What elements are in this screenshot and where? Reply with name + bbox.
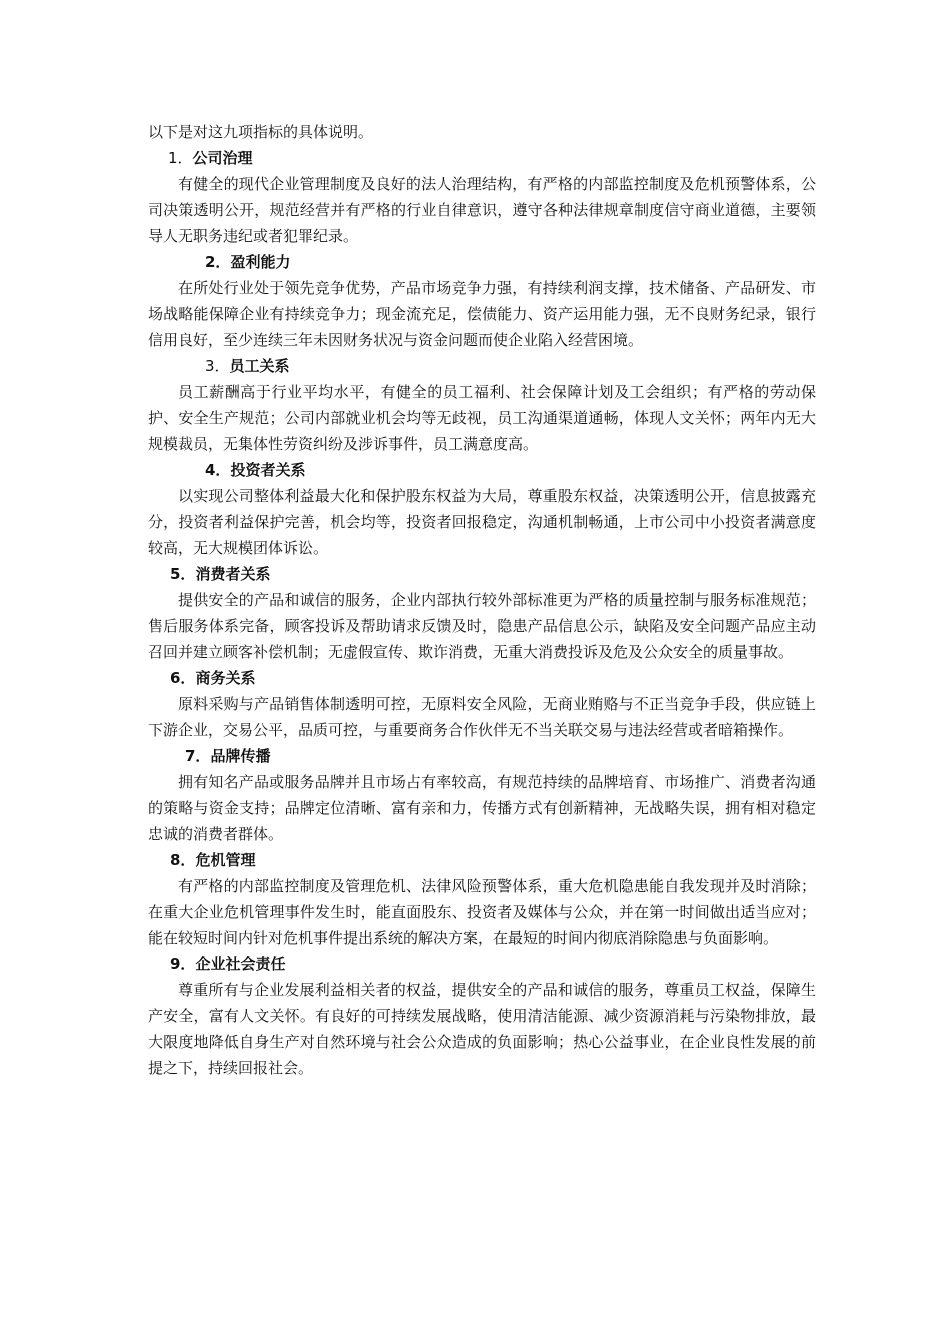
section-business-relations (148, 665, 816, 743)
section-heading (148, 249, 816, 275)
section-number: 6． (170, 669, 196, 687)
section-investor-relations (148, 457, 816, 561)
section-title: 员工关系 (229, 357, 290, 375)
section-body: 拥有知名产品或服务品牌并且市场占有率较高，有规范持续的品牌培育、市场推广、消费者沟通的策略与资金支持；品牌定位清晰、富有亲和力，传播方式有创新精神，无战略失误，拥有相对稳定忠诚的消费者群体。 (148, 773, 816, 843)
section-body: 原料采购与产品销售体制透明可控，无原料安全风险，无商业贿赂与不正当竞争手段，供应链上下游企业，交易公平，品质可控，与重要商务合作伙伴无不当关联交易与违法经营或者暗箱操作。 (148, 695, 816, 739)
section-title: 公司治理 (192, 149, 253, 167)
section-body: 尊重所有与企业发展利益相关者的权益，提供安全的产品和诚信的服务，尊重员工权益，保障生产安全，富有人文关怀。有良好的可持续发展战略，使用清洁能源、减少资源消耗与污染物排放，最大限度地降低自身生产对自然环境与社会公众造成的负面影响；热心公益事业，在企业良性发展的前提之下，持续回报社会。 (148, 981, 816, 1077)
section-employee-relations (148, 353, 816, 457)
section-title: 消费者关系 (195, 565, 271, 583)
section-body: 以实现公司整体利益最大化和保护股东权益为大局，尊重股东权益，决策透明公开，信息披露充分，投资者利益保护完善，机会均等，投资者回报稳定，沟通机制畅通，上市公司中小投资者满意度较高，无大规模团体诉讼。 (148, 487, 816, 557)
section-number: 9． (170, 955, 196, 973)
section-corporate-governance (148, 145, 816, 249)
section-brand-communication (148, 743, 816, 847)
section-number: 2． (205, 253, 231, 271)
section-number: 5． (170, 565, 196, 583)
section-number: 1． (168, 149, 193, 167)
section-social-responsibility (148, 951, 816, 1081)
section-heading (148, 665, 816, 691)
section-heading (148, 561, 816, 587)
section-title: 商务关系 (195, 669, 256, 687)
section-title: 品牌传播 (210, 747, 271, 765)
section-heading (148, 743, 816, 769)
intro-text: 以下是对这九项指标的具体说明。 (148, 123, 374, 141)
section-body: 有严格的内部监控制度及管理危机、法律风险预警体系，重大危机隐患能自我发现并及时消除；在重大企业危机管理事件发生时，能直面股东、投资者及媒体与公众，并在第一时间做出适当应对；能在较短时间内针对危机事件提出系统的解决方案，在最短的时间内彻底消除隐患与负面影响。 (148, 877, 816, 947)
section-heading (148, 847, 816, 873)
section-number: 3． (205, 357, 230, 375)
section-body: 有健全的现代企业管理制度及良好的法人治理结构，有严格的内部监控制度及危机预警体系，公司决策透明公开，规范经营并有严格的行业自律意识，遵守各种法律规章制度信守商业道德，主要领导人无职务违纪或者犯罪纪录。 (148, 175, 816, 245)
section-title: 危机管理 (195, 851, 256, 869)
document-page (148, 119, 816, 1081)
section-title: 盈利能力 (230, 253, 291, 271)
section-profitability (148, 249, 816, 353)
section-title: 企业社会责任 (195, 955, 286, 973)
section-number: 4． (205, 461, 231, 479)
section-heading (148, 951, 816, 977)
section-body: 在所处行业处于领先竞争优势，产品市场竞争力强，有持续利润支撑，技术储备、产品研发、市场战略能保障企业有持续竞争力；现金流充足，偿债能力、资产运用能力强，无不良财务纪录，银行信用良好，至少连续三年未因财务状况与资金问题而使企业陷入经营困境。 (148, 279, 816, 349)
section-body: 员工薪酬高于行业平均水平，有健全的员工福利、社会保障计划及工会组织；有严格的劳动保护、安全生产规范；公司内部就业机会均等无歧视，员工沟通渠道通畅，体现人文关怀；两年内无大规模裁员，无集体性劳资纠纷及涉诉事件，员工满意度高。 (148, 383, 816, 453)
section-number: 8． (170, 851, 196, 869)
section-consumer-relations (148, 561, 816, 665)
section-heading (148, 145, 816, 171)
section-title: 投资者关系 (230, 461, 306, 479)
section-heading (148, 353, 816, 379)
section-body: 提供安全的产品和诚信的服务，企业内部执行较外部标准更为严格的质量控制与服务标准规范；售后服务体系完备，顾客投诉及帮助请求反馈及时，隐患产品信息公示，缺陷及安全问题产品应主动召回并建立顾客补偿机制；无虚假宣传、欺诈消费，无重大消费投诉及危及公众安全的质量事故。 (148, 591, 816, 661)
section-crisis-management (148, 847, 816, 951)
section-number: 7． (185, 747, 211, 765)
section-heading (148, 457, 816, 483)
